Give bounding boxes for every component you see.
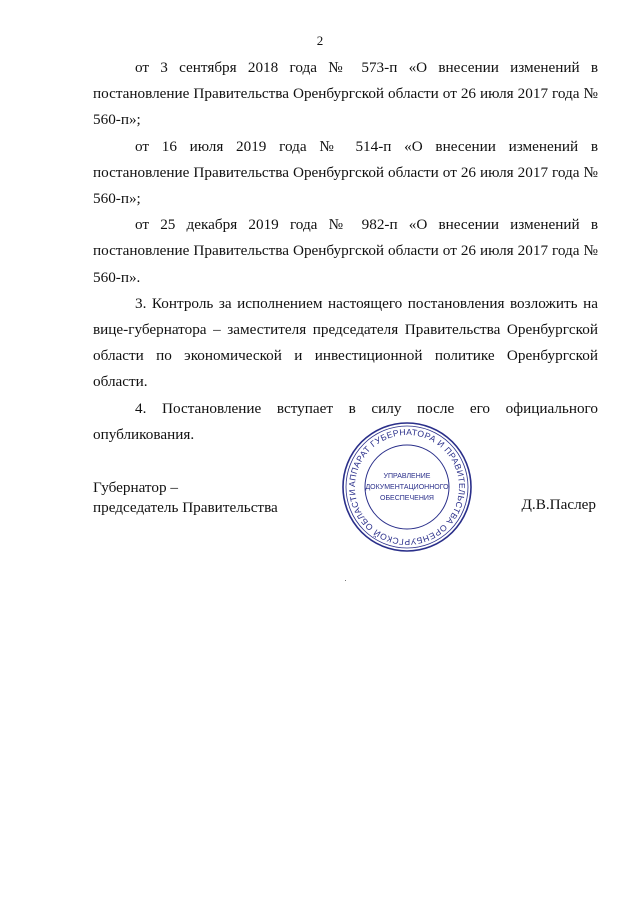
signatory-position-line-2: председатель Правительства bbox=[93, 499, 278, 516]
signatory-position bbox=[93, 478, 278, 518]
official-stamp bbox=[340, 420, 474, 554]
paragraph-entry-into-force: 4. Постановление вступает в силу после его официального опубликования. bbox=[93, 399, 598, 443]
stamp-center-line-2: ДОКУМЕНТАЦИОННОГО bbox=[365, 484, 449, 491]
stamp-center-line-3: ОБЕСПЕЧЕНИЯ bbox=[380, 495, 434, 502]
signatory-name: Д.В.Паслер bbox=[521, 496, 596, 513]
paragraph-amendment-2018: от 3 сентября 2018 года № 573-п «О внесении изменений в постановление Правительства Оренбургской области от 26 июля 2017 года № 560-п»; bbox=[93, 59, 598, 129]
stamp-seal-icon bbox=[340, 420, 474, 554]
paragraph-control-clause: 3. Контроль за исполнением настоящего постановления возложить на вице-губернатора – заместителя председателя Правительства Оренбургской области по экономической и инвестиционной политике Оренбургской области. bbox=[93, 294, 598, 391]
page-number: 2 bbox=[316, 33, 324, 48]
scan-speck bbox=[345, 580, 346, 581]
paragraph-amendment-2019-december: от 25 декабря 2019 года № 982-п «О внесении изменений в постановление Правительства Оренбургской области от 26 июля 2017 года № 560-п». bbox=[93, 216, 598, 286]
paragraph-amendment-2019-july: от 16 июля 2019 года № 514-п «О внесении изменений в постановление Правительства Оренбургской области от 26 июля 2017 года № 560-п»; bbox=[93, 137, 598, 208]
signatory-position-line-1: Губернатор – bbox=[93, 479, 178, 496]
stamp-ring-text: АППАРАТ ГУБЕРНАТОРА И ПРАВИТЕЛЬСТВА ОРЕНБУРГСКОЙ ОБЛАСТИ bbox=[346, 426, 468, 548]
stamp-center-line-1: УПРАВЛЕНИЕ bbox=[383, 473, 431, 480]
document-body bbox=[93, 55, 598, 448]
